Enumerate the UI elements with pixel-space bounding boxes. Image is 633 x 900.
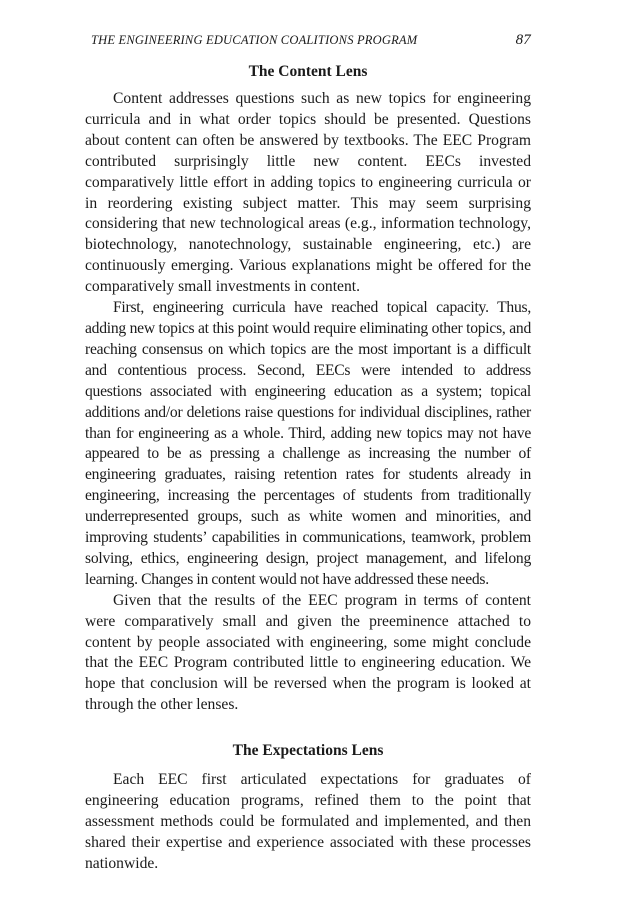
book-page	[85, 32, 531, 875]
page-number: 87	[515, 32, 531, 48]
paragraph: First, engineering curricula have reached topical capacity. Thus, adding new topics at this point would require eliminating other topics, and reaching consensus on which topics are the most important is a difficult and contentious process. Second, EECs were intended to address questions associated with engineering education as a system; topical additions and/or deletions raise questions for individual disciplines, rather than for engineering as a whole. Third, adding new topics may not have appeared to be as pressing a challenge as increasing the number of engineering graduates, raising retention rates for students already in engineering, increasing the percentages of students from traditionally underrepresented groups, such as white women and minorities, and improving students’ capabilities in communications, teamwork, problem solving, ethics, engineering design, project management, and lifelong learning. Changes in content would not have addressed these needs.	[85, 299, 531, 588]
paragraph: Content addresses questions such as new topics for engineering curricula and in what order topics should be presented. Questions about content can often be answered by textbooks. The EEC Program contributed surprisingly little new content. EECs invested comparatively little effort in adding topics to engineering curricula or in reordering existing subject matter. This may seem surprising considering that new technological areas (e.g., information technology, biotechnology, nanotechnology, sustainable engineering, etc.) are continuously emerging. Various explanations might be offered for the comparatively small investments in content.	[85, 90, 531, 296]
section-heading: The Expectations Lens	[232, 742, 384, 760]
section-expectations-lens	[85, 742, 531, 875]
section-heading: The Content Lens	[248, 63, 368, 80]
paragraph: Given that the results of the EEC program in terms of content were comparatively small and given the preeminence attached to content by people associated with engineering, some might conclude that the EEC Program contributed little to engineering education. We hope that conclusion will be reversed when the program is looked at through the other lenses.	[85, 591, 531, 714]
running-header	[91, 32, 531, 49]
running-title: THE ENGINEERING EDUCATION COALITIONS PROGRAM	[91, 33, 418, 47]
paragraph: Each EEC first articulated expectations for graduates of engineering education programs, refined them to the point that assessment methods could be formulated and implemented, and then shared their expertise and experience associated with these processes nationwide.	[85, 771, 531, 872]
section-content-lens	[85, 63, 531, 716]
